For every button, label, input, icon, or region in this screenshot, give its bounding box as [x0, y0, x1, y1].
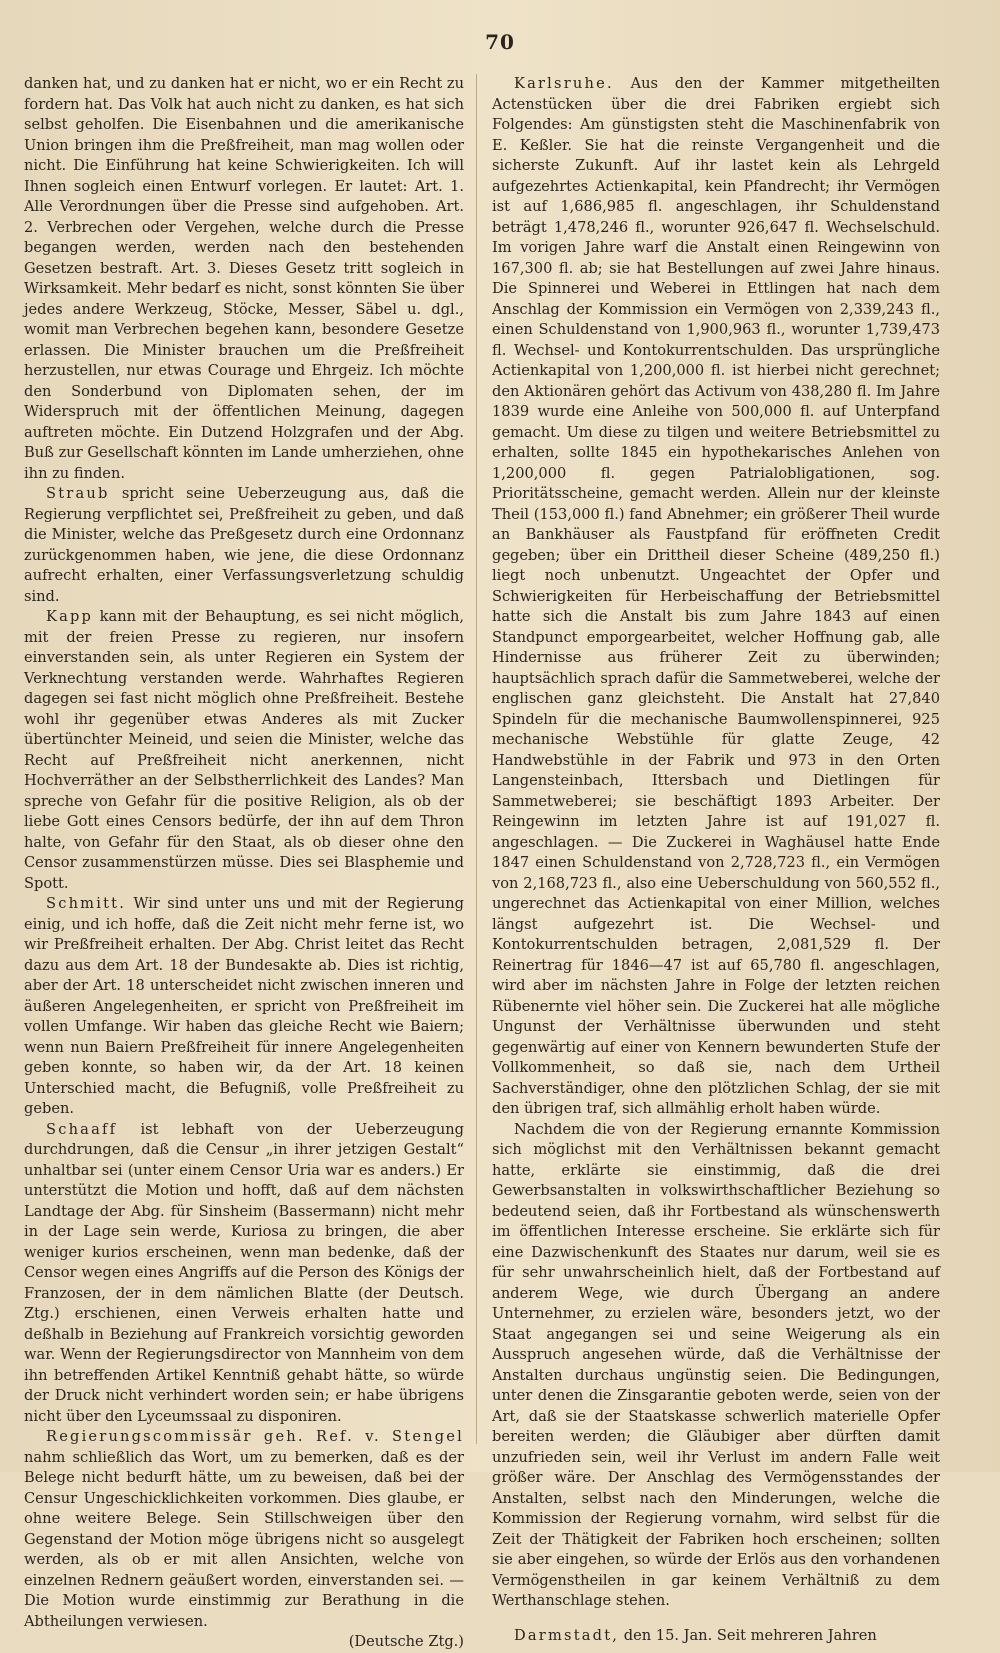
right-column [492, 74, 940, 1646]
paragraph [24, 74, 464, 484]
speaker-name: Regierungscommissär geh. Ref. v. Stengel [46, 1428, 464, 1445]
speaker-name: Schaaff [46, 1120, 118, 1138]
paragraph [492, 1120, 940, 1612]
paragraph [24, 607, 464, 894]
paragraph [24, 484, 464, 607]
paragraph [24, 1427, 464, 1632]
paragraph [24, 1120, 464, 1428]
page-number: 70 [485, 30, 515, 54]
speaker-name: Schmitt. [46, 895, 127, 912]
speaker-name: Straub [46, 485, 110, 502]
paragraph-text: kann mit der Behauptung, es sei nicht möglich, mit der freien Presse zu regieren, nur insofern einverstanden sein, als unter Regieren ein System der Verknechtung verstanden werde. Wahrhaftes Regieren dagegen sei fast nicht möglich ohne Preßfreiheit. Bestehe wohl ihr gegenüber etwas Anderes als mit Zucker übertünchter Meineid, und seien die Minister, welche das Recht auf Preßfreiheit nicht anerkennen, nicht Hochverräther an der Selbstherrlichkeit des Landes? Man spreche von Gefahr für die positive Religion, als ob der liebe Gott eines Censors bedürfe, der ihn auf dem Thron halte, von Gefahr für den Staat, als ob dieser ohne den Censor zusammenstürzen müsse. Dies sei Blasphemie und Spott. [24, 608, 465, 892]
paragraph-text: Aus den der Kammer mitgetheilten Actenstücken über die drei Fabriken ergiebt sich Folgendes: Am günstigsten steht die Maschinenfabrik von E. Keßler. Sie hat die reinste Vergangenheit und die sicherste Zukunft. Auf ihr lastet kein als Lehrgeld aufgezehrtes Actienkapital, kein Pfandrecht; ihr Vermögen ist auf 1,686,985 fl. angeschlagen, ihr Schuldenstand beträgt 1,478,246 fl., worunter 926,647 fl. Wechselschuld. Im vorigen Jahre warf die Anstalt einen Reingewinn von 167,300 fl. ab; sie hat Bestellungen auf zwei Jahre hinaus. Die Spinnerei und Weberei in Ettlingen hat nach dem Anschlag der Kommission ein Vermögen von 2,339,243 fl., einen Schuldenstand von 1,900,963 fl., worunter 1,739,473 fl. Wechsel- und Kontokurrentschulden. Das ursprüngliche Actienkapital von 1,200,000 fl. ist hierbei nicht gerechnet; den Aktionären gehört das Activum von 438,280 fl. Im Jahre 1839 wurde eine Anleihe von 500,000 fl. auf Unterpfand gemacht. Um diese zu tilgen und weitere Betriebsmittel zu erhalten, sollte 1845 ein hypothekarisches Anlehen von 1,200,000 fl. gegen Patrialobligationen, sog. Prioritätsscheine, gemacht werden. Allein nur der kleinste Theil (153,000 fl.) fand Abnehmer; ein größerer Theil wurde an Bankhäuser als Faustpfand für eröffneten Credit gegeben; über ein Drittheil dieser Scheine (489,250 fl.) liegt noch unbenutzt. Ungeachtet der Opfer und Schwierigkeiten für Herbeischaffung der Betriebsmittel hatte sich die Anstalt bis zum Jahre 1843 auf einen Standpunct emporgearbeitet, welcher Hoffnung gab, alle Hindernisse aus früherer Zeit zu überwinden; hauptsächlich sprach dafür die Sammetweberei, welche der englischen ganz gleichsteht. Die Anstalt hat 27,840 Spindeln für die mechanische Baumwollenspinnerei, 925 mechanische Webstühle für glatte Zeuge, 42 Handwebstühle in der Fabrik und 973 in den Orten Langensteinbach, Ittersbach und Dietlingen für Sammetweberei; sie beschäftigt 1893 Arbeiter. Der Reingewinn im letzten Jahre ist auf 191,027 fl. angeschlagen. — Die Zuckerei in Waghäusel hatte Ende 1847 einen Schuldenstand von 2,728,723 fl., ein Vermögen von 2,168,723 fl., also eine Ueberschuldung von 560,552 fl., ungerechnet das Actienkapital von einer Million, welches längst aufgezehrt ist. Die Wechsel- und Kontokurrentschulden betragen, 2,081,529 fl. Der Reinertrag für 1846—47 ist auf 65,780 fl. angeschlagen, wird aber im nächsten Jahre in Folge der letzten reichen Rübenernte viel höher sein. Die Zuckerei hat alle mögliche Ungunst der Verhältnisse überwunden und steht gegenwärtig auf einer von Kennern bewunderten Stufe der Vollkommenheit, so daß sie, nach dem Urtheil Sachverständiger, ohne den plötzlichen Schlag, der sie mit den übrigen traf, sich allmählig erholt haben würde. [492, 75, 940, 1117]
paragraph-text: nahm schließlich das Wort, um zu bemerken, daß es der Belege nicht bedurft hätte, um zu beweisen, daß bei der Censur Ungeschicklichkeiten vorkommen. Dies glaube, er ohne weitere Belege. Sein Stillschweigen über den Gegenstand der Motion möge übrigens nicht so ausgelegt werden, als ob er mit allen Ansichten, welche von einzelnen Rednern geäußert worden, einverstanden sei. — Die Motion wurde einstimmig zur Berathung in die Abtheilungen verwiesen. [24, 1448, 464, 1630]
paragraph [492, 1626, 940, 1647]
paragraph [24, 894, 464, 1120]
speaker-name: Kapp [46, 608, 94, 625]
column-divider [476, 74, 477, 1444]
paragraph-text: Wir sind unter uns und mit der Regierung einig, und ich hoffe, daß die Zeit nicht mehr ferne ist, wo wir Preßfreiheit erhalten. Der Abg. Christ leitet das Recht dazu aus dem Art. 18 der Bundesakte ab. Dies ist richtig, aber der Art. 18 unterscheidet nicht zwischen inneren und äußeren Angelegenheiten, er spricht von Preßfreiheit im vollen Umfange. Wir haben das gleiche Recht wie Baiern; wenn nun Baiern Preßfreiheit für innere Angelegenheiten geben konnte, so haben wir, da der Art. 18 keinen Unterschied macht, die Befugniß, volle Preßfreiheit zu geben. [24, 895, 465, 1117]
source-signature: (Deutsche Ztg.) [348, 1633, 464, 1650]
paragraph-text: ist lebhaft von der Ueberzeugung durchdrungen, daß die Censur „in ihrer jetzigen Gestalt“ unhaltbar sei (unter einem Censor Uria war es anders.) Er unterstützt die Motion und hofft, daß auf dem nächsten Landtage der Abg. für Sinsheim (Bassermann) nicht mehr in der Lage sein werde, Kuriosa zu bringen, die aber weniger kurios erscheinen, wenn man bedenke, daß der Censor wegen eines Angriffs auf die Person des Königs der Franzosen, der in dem nämlichen Blatte (der Deutsch. Ztg.) erschienen, einen Verweis erhalten hatte und deßhalb in Beziehung auf Frankreich vorsichtig geworden war. Wenn der Regierungsdirector von Mannheim von dem ihn betreffenden Artikel Kenntniß gehabt hätte, so würde der Druck nicht verhindert worden sein; er habe übrigens nicht über den Lyceumssaal zu disponiren. [24, 1120, 464, 1425]
paragraph-text: spricht seine Ueberzeugung aus, daß die Regierung verpflichtet sei, Preßfreiheit zu geben, und daß die Minister, welche das Preßgesetz durch eine Ordonnanz zurückgenommen haben, wie jene, die diese Ordonnanz aufrecht erhalten, einer Verfassungsverletzung schuldig sind. [24, 485, 465, 605]
left-column [24, 74, 464, 1653]
paragraph-text: den 15. Jan. Seit mehreren Jahren [623, 1626, 877, 1644]
paragraph-text: danken hat, und zu danken hat er nicht, wo er ein Recht zu fordern hat. Das Volk hat auch nicht zu danken, es hat sich selbst geholfen. Die Eisenbahnen und die amerikanische Union bringen ihm die Preßfreiheit, man mag wollen oder nicht. Die Einführung hat keine Schwierigkeiten. Ich will Ihnen sogleich einen Entwurf vorlegen. Er lautet: Art. 1. Alle Verordnungen über die Presse sind aufgehoben. Art. 2. Verbrechen oder Vergehen, welche durch die Presse begangen werden, werden nach den bestehenden Gesetzen bestraft. Art. 3. Dieses Gesetz tritt sogleich in Wirksamkeit. Mehr bedarf es nicht, sonst könnten Sie über jedes andere Werkzeug, Stöcke, Messer, Säbel u. dgl., womit man Verbrechen begehen kann, besondere Gesetze erlassen. Die Minister brauchen um die Preßfreiheit herzustellen, nur etwas Courage und Ehrgeiz. Ich möchte den Sonderbund von Diplomaten sehen, der im Widerspruch mit der öffentlichen Meinung, dagegen auftreten möchte. Ein Dutzend Holzgrafen und der Abg. Buß zur Gesellschaft könnten im Lande umherziehen, ohne ihn zu finden. [24, 75, 464, 482]
paragraph [492, 74, 940, 1120]
dateline: Darmstadt, [514, 1626, 620, 1644]
paragraph-text: Nachdem die von der Regierung ernannte Kommission sich möglichst mit den Verhältnissen bekannt gemacht hatte, erklärte sie einstimmig, daß die drei Gewerbsanstalten in volkswirthschaftlicher Beziehung so bedeutend seien, daß ihr Fortbestand als wünschenswerth im öffentlichen Interesse erscheine. Sie erklärte sich für eine Dazwischenkunft des Staates nur darum, weil sie es für sehr unwahrscheinlich hielt, daß der Fortbestand auf anderem Wege, wie durch Übergang an andere Unternehmer, zu erzielen wäre, besonders jetzt, wo der Staat angegangen sei und seine Weigerung als ein Ausspruch angesehen würde, daß die Verhältnisse der Anstalten durchaus ungünstig seien. Die Bedingungen, unter denen die Zinsgarantie geboten werde, seien von der Art, daß sie der Staatskasse schwerlich materielle Opfer bereiten werden; die Gläubiger aber dürften damit unzufrieden sein, weil ihr Verlust im andern Falle weit größer wäre. Der Anschlag des Vermögensstandes der Anstalten, selbst nach den Minderungen, welche die Kommission der Regierung vornahm, wird selbst für die Zeit der Thätigkeit der Fabriken hoch erscheinen; sollten sie aber eingehen, so würde der Erlös aus den vorhandenen Vermögenstheilen in gar keinem Verhältniß zu dem Werthanschlage stehen. [492, 1120, 940, 1609]
dateline: Karlsruhe. [514, 75, 614, 92]
